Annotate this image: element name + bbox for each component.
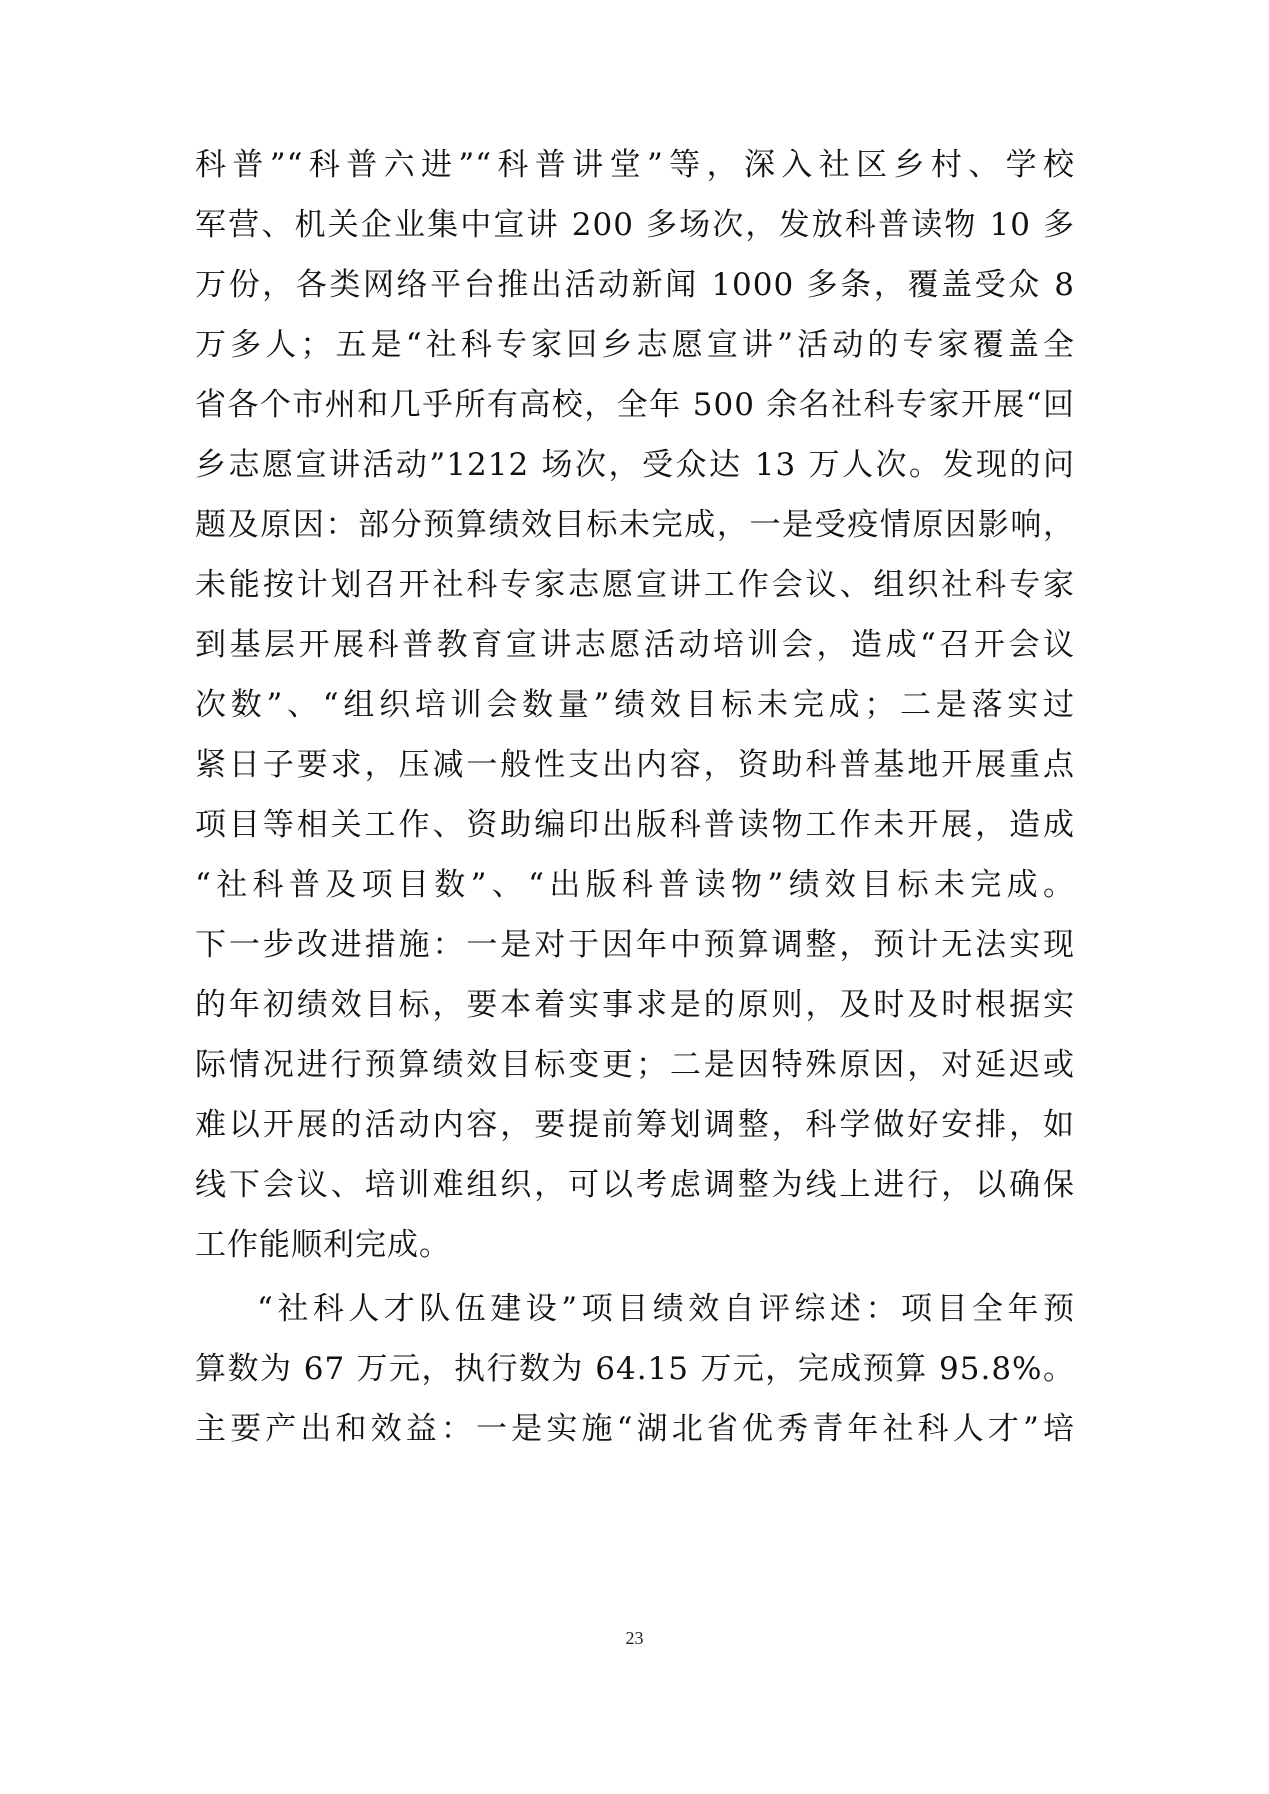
body-text-line: 题及原因：部分预算绩效目标未完成，一是受疫情原因影响，	[195, 507, 1075, 543]
body-text-line: 工作能顺利完成。	[195, 1227, 451, 1263]
body-text-line: 乡志愿宣讲活动”1212 场次，受众达 13 万人次。发现的问	[195, 447, 1075, 483]
body-text-line: “社科普及项目数”、“出版科普读物”绩效目标未完成。	[195, 867, 1075, 903]
body-text-line: 主要产出和效益：一是实施“湖北省优秀青年社科人才”培	[195, 1411, 1075, 1447]
body-text-line: 项目等相关工作、资助编印出版科普读物工作未开展，造成	[195, 807, 1075, 843]
body-text-line: 军营、机关企业集中宣讲 200 多场次，发放科普读物 10 多	[195, 207, 1075, 243]
body-text-line: “社科人才队伍建设”项目绩效自评综述：项目全年预	[257, 1291, 1075, 1327]
body-text-line: 难以开展的活动内容，要提前筹划调整，科学做好安排，如	[195, 1107, 1075, 1143]
body-text-line: 际情况进行预算绩效目标变更；二是因特殊原因，对延迟或	[195, 1047, 1075, 1083]
body-text-line: 未能按计划召开社科专家志愿宣讲工作会议、组织社科专家	[195, 567, 1075, 603]
body-text-line: 万多人；五是“社科专家回乡志愿宣讲”活动的专家覆盖全	[195, 327, 1075, 363]
page-number: 23	[625, 1628, 644, 1648]
body-text-line: 算数为 67 万元，执行数为 64.15 万元，完成预算 95.8%。	[195, 1351, 1075, 1387]
body-text-line: 到基层开展科普教育宣讲志愿活动培训会，造成“召开会议	[195, 627, 1075, 663]
body-text-line: 万份，各类网络平台推出活动新闻 1000 多条，覆盖受众 8	[195, 267, 1075, 303]
body-text-line: 次数”、“组织培训会数量”绩效目标未完成；二是落实过	[195, 687, 1075, 723]
body-text-line: 省各个市州和几乎所有高校，全年 500 余名社科专家开展“回	[195, 387, 1075, 423]
body-text-line: 的年初绩效目标，要本着实事求是的原则，及时及时根据实	[195, 987, 1075, 1023]
body-text-line: 科普”“科普六进”“科普讲堂”等，深入社区乡村、学校	[195, 147, 1075, 183]
body-text-line: 紧日子要求，压减一般性支出内容，资助科普基地开展重点	[195, 747, 1075, 783]
body-text-line: 下一步改进措施：一是对于因年中预算调整，预计无法实现	[195, 927, 1075, 963]
body-text-line: 线下会议、培训难组织，可以考虑调整为线上进行，以确保	[195, 1167, 1075, 1203]
